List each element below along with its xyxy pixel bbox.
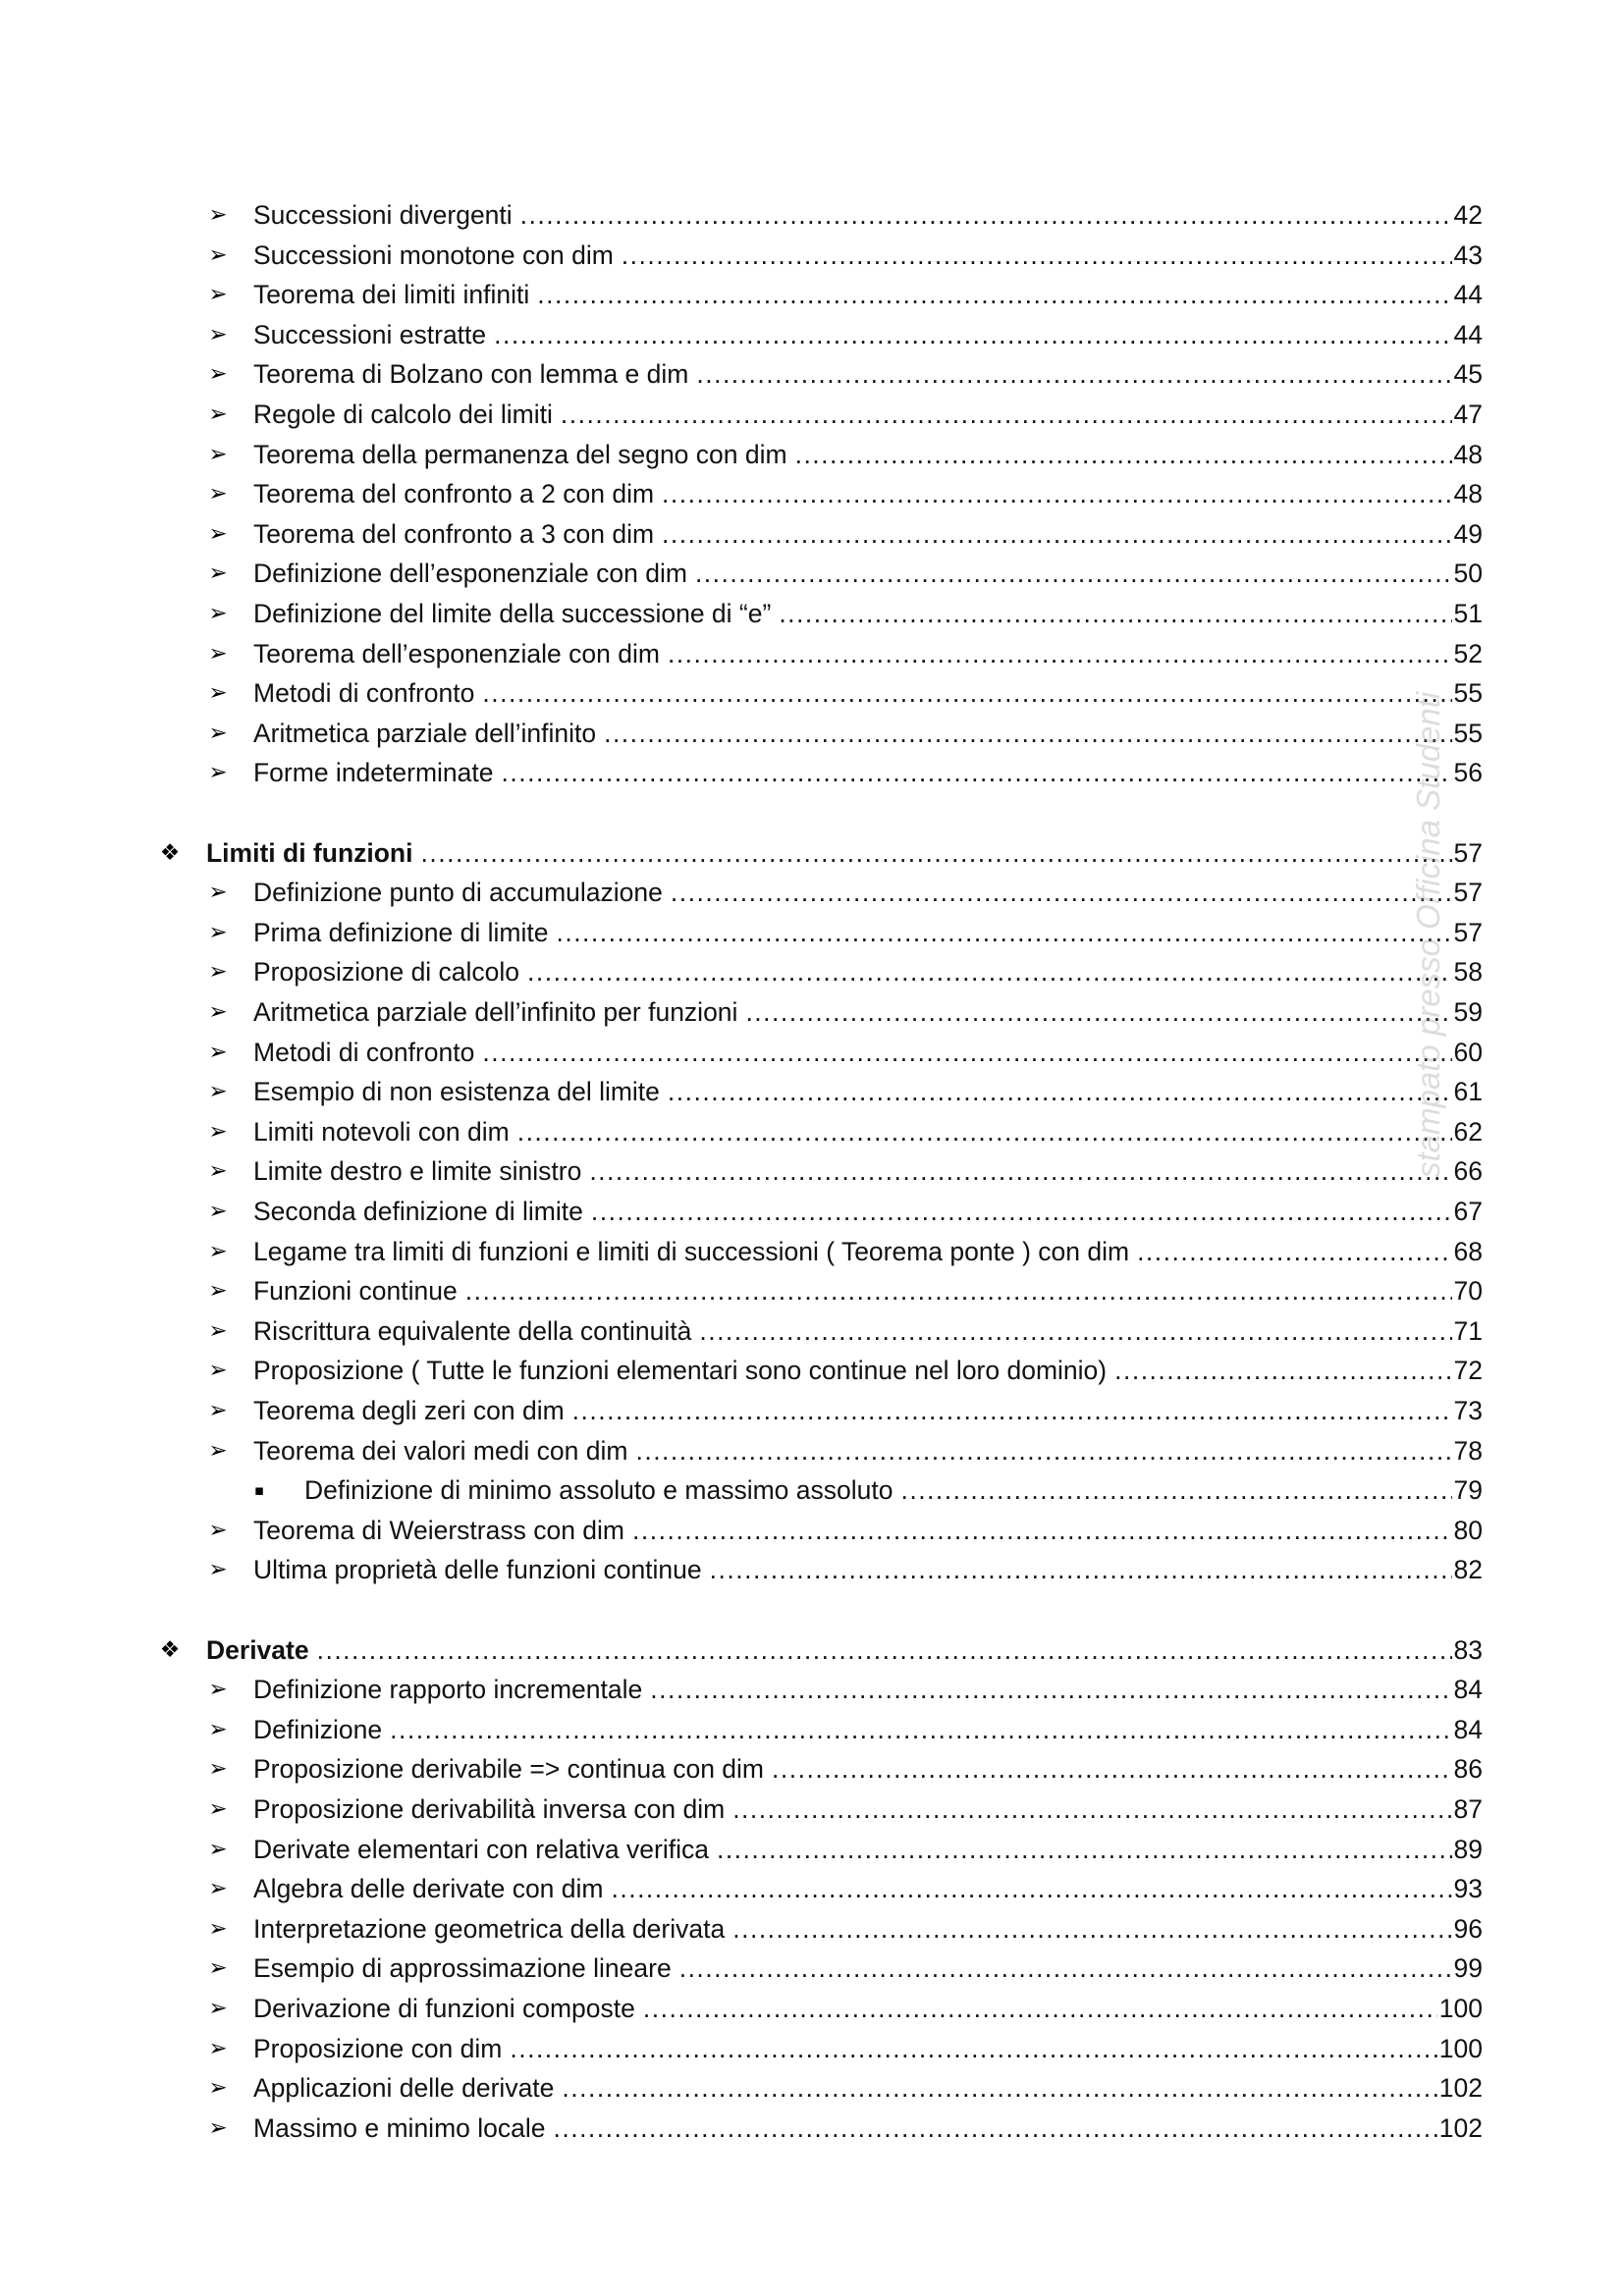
toc-item [202,1550,1483,1589]
toc-page-number: 102 [1438,2112,1483,2143]
dot-leader [650,1675,1451,1705]
toc-title: Teorema degli zeri con dim [253,1395,565,1425]
toc-page-number: 93 [1453,1873,1483,1903]
toc-item [202,913,1483,952]
toc-title: Proposizione derivabile => continua con dim [253,1753,765,1784]
dot-leader [632,1516,1452,1546]
toc-item [202,395,1483,434]
toc-title: Limite destro e limite sinistro [253,1155,582,1186]
toc-title: Proposizione derivabilità inversa con dim [253,1793,726,1824]
dot-leader [622,240,1452,271]
toc-title: Esempio di non esistenza del limite [253,1076,660,1106]
toc-title: Funzioni continue [253,1275,458,1306]
toc-page-number: 48 [1453,439,1483,469]
toc-page-number: 51 [1453,598,1483,628]
toc-item [202,873,1483,912]
dot-leader [668,1077,1452,1107]
dot-leader [671,878,1452,908]
toc-item [202,1271,1483,1310]
dot-leader [317,1635,1452,1666]
dot-leader [745,997,1451,1028]
toc-page-number: 67 [1453,1196,1483,1226]
arrow-bullet-icon: ➢ [208,1079,228,1104]
toc-title: Metodi di confronto [253,677,475,708]
dot-leader [561,400,1452,430]
arrow-bullet-icon: ➢ [208,361,228,387]
dot-leader [635,1436,1451,1467]
toc-title: Successioni monotone con dim [253,240,614,270]
dot-leader [643,1994,1437,2024]
toc-page-number: 48 [1453,478,1483,508]
arrow-bullet-icon: ➢ [208,880,228,905]
toc-title: Metodi di confronto [253,1037,475,1067]
dot-leader [591,1197,1452,1227]
dot-leader [772,1754,1452,1785]
arrow-bullet-icon: ➢ [208,1916,228,1942]
toc-title: Teorema dell’esponenziale con dim [253,638,660,668]
toc-title: Massimo e minimo locale [253,2112,546,2143]
toc-item [202,1151,1483,1191]
arrow-bullet-icon: ➢ [208,601,228,626]
toc-item [202,1351,1483,1390]
arrow-bullet-icon: ➢ [208,1996,228,2021]
dot-leader [482,1038,1451,1068]
toc-title: Definizione [253,1714,383,1744]
toc-page-number: 83 [1453,1634,1483,1665]
dot-leader [662,519,1451,550]
toc-title: Successioni divergenti [253,199,513,230]
dot-leader [1137,1237,1451,1267]
toc-item [202,1749,1483,1789]
toc-item [202,1830,1483,1869]
toc-page-number: 82 [1453,1554,1483,1584]
toc-item [202,2068,1483,2108]
dot-leader [795,440,1452,470]
arrow-bullet-icon: ➢ [208,202,228,228]
toc-page-number: 71 [1453,1315,1483,1346]
toc-page-number: 68 [1453,1236,1483,1266]
dot-leader [732,1794,1451,1825]
toc-page-number: 79 [1453,1474,1483,1505]
toc-page-number: 87 [1453,1793,1483,1824]
square-bullet-icon: ▪ [253,1481,265,1499]
arrow-bullet-icon: ➢ [208,1796,228,1822]
toc-title: Limiti notevoli con dim [253,1116,510,1147]
toc-page-number: 99 [1453,1952,1483,1983]
arrow-bullet-icon: ➢ [208,2115,228,2141]
toc-item [202,634,1483,673]
arrow-bullet-icon: ➢ [208,680,228,706]
arrow-bullet-icon: ➢ [208,1040,228,1065]
arrow-bullet-icon: ➢ [208,2036,228,2061]
toc-item [202,992,1483,1032]
dot-leader [699,1316,1451,1347]
toc-title: Ultima proprietà delle funzioni continue [253,1554,702,1584]
toc-title: Teorema del confronto a 2 con dim [253,478,655,508]
toc-title: Derivate [206,1634,309,1665]
toc-page-number: 50 [1453,558,1483,588]
toc-page-number: 57 [1453,877,1483,907]
dot-leader [556,918,1451,948]
dot-leader [520,200,1452,231]
toc-title: Proposizione di calcolo [253,956,520,987]
toc-title: Definizione del limite della successione di “e” [253,598,772,628]
toc-page-number: 84 [1453,1714,1483,1744]
arrow-bullet-icon: ➢ [208,2075,228,2101]
toc-item [202,1670,1483,1709]
toc-title: Teorema di Weierstrass con dim [253,1515,625,1545]
arrow-bullet-icon: ➢ [208,1158,228,1184]
toc-page-number: 66 [1453,1155,1483,1186]
toc-title: Teorema dei valori medi con dim [253,1435,628,1466]
arrow-bullet-icon: ➢ [208,1438,228,1464]
toc-item [202,1192,1483,1231]
dot-leader [710,1555,1452,1585]
toc-section [153,1630,1483,1670]
toc-page-number: 44 [1453,279,1483,309]
toc-item [202,1232,1483,1271]
diamond-bullet-icon: ❖ [159,840,181,866]
dot-leader [1114,1356,1451,1386]
toc-item [202,514,1483,554]
dot-leader [696,359,1451,390]
toc-title: Definizione rapporto incrementale [253,1674,643,1704]
toc-title: Aritmetica parziale dell’infinito [253,718,597,748]
arrow-bullet-icon: ➢ [208,999,228,1025]
toc-page-number: 45 [1453,358,1483,389]
toc-title: Forme indeterminate [253,757,494,787]
toc-title: Esempio di approssimazione lineare [253,1952,672,1983]
dot-leader [502,758,1452,788]
toc-title: Prima definizione di limite [253,917,549,947]
dot-leader [732,1914,1451,1945]
toc-page-number: 100 [1438,2033,1483,2063]
toc-title: Proposizione con dim [253,2033,503,2063]
arrow-bullet-icon: ➢ [208,521,228,547]
toc-item [202,435,1483,474]
toc-item [202,1311,1483,1351]
toc-item [202,1511,1483,1550]
toc-page-number: 42 [1453,199,1483,230]
toc-item [202,1949,1483,1988]
toc-page-number: 73 [1453,1395,1483,1425]
dot-leader [562,2073,1436,2104]
toc-title: Interpretazione geometrica della derivata [253,1913,726,1944]
arrow-bullet-icon: ➢ [208,721,228,746]
arrow-bullet-icon: ➢ [208,561,228,586]
toc-page-number: 86 [1453,1753,1483,1784]
toc-page-number: 43 [1453,240,1483,270]
toc-page-number: 89 [1453,1834,1483,1864]
arrow-bullet-icon: ➢ [208,1557,228,1582]
toc-title: Riscrittura equivalente della continuità [253,1315,692,1346]
arrow-bullet-icon: ➢ [208,1837,228,1862]
toc-item [202,1391,1483,1430]
arrow-bullet-icon: ➢ [208,1278,228,1304]
toc-title: Limiti di funzioni [206,837,413,868]
toc-page-number: 44 [1453,319,1483,349]
toc-title: Derivazione di funzioni composte [253,1993,635,2023]
toc-page-number: 62 [1453,1116,1483,1147]
toc-page-number: 78 [1453,1435,1483,1466]
toc-title: Definizione di minimo assoluto e massimo assoluto [304,1474,893,1505]
toc-page-number: 52 [1453,638,1483,668]
toc-item [202,1072,1483,1111]
toc-subitem [249,1470,1483,1510]
arrow-bullet-icon: ➢ [208,322,228,347]
dot-leader [494,320,1451,350]
toc-item [202,1033,1483,1072]
toc-item [202,714,1483,753]
dot-leader [900,1475,1451,1506]
toc-page-number: 55 [1453,677,1483,708]
diamond-bullet-icon: ❖ [159,1637,181,1663]
dot-leader [668,639,1452,669]
toc-page-number: 84 [1453,1674,1483,1704]
toc-page-number: 56 [1453,757,1483,787]
arrow-bullet-icon: ➢ [208,1518,228,1543]
toc-title: Teorema del confronto a 3 con dim [253,518,655,549]
toc-item [202,195,1483,235]
arrow-bullet-icon: ➢ [208,1955,228,1981]
dot-leader [679,1953,1452,1984]
toc-page-number: 72 [1453,1355,1483,1385]
dot-leader [390,1715,1451,1745]
arrow-bullet-icon: ➢ [208,1318,228,1344]
toc-item [202,1431,1483,1470]
arrow-bullet-icon: ➢ [208,1756,228,1782]
toc-title: Successioni estratte [253,319,487,349]
arrow-bullet-icon: ➢ [208,242,228,268]
dot-leader [510,2034,1436,2064]
toc-item [202,1710,1483,1749]
toc-item [202,753,1483,792]
toc-page-number: 80 [1453,1515,1483,1545]
toc-item [202,1789,1483,1829]
arrow-bullet-icon: ➢ [208,442,228,467]
toc-item [202,1112,1483,1151]
toc-item [202,474,1483,513]
toc-page-number: 49 [1453,518,1483,549]
toc-page-number: 102 [1438,2072,1483,2103]
arrow-bullet-icon: ➢ [208,920,228,945]
dot-leader [572,1396,1452,1426]
dot-leader [589,1156,1451,1187]
toc-item [202,952,1483,991]
toc-item [202,1869,1483,1908]
dot-leader [695,559,1452,589]
toc-title: Derivate elementari con relativa verifica [253,1834,709,1864]
toc-item [202,673,1483,713]
dot-leader [717,1835,1452,1865]
toc-page-number: 47 [1453,399,1483,429]
toc-title: Seconda definizione di limite [253,1196,583,1226]
arrow-bullet-icon: ➢ [208,760,228,785]
toc-item [202,354,1483,394]
dot-leader [517,1117,1452,1148]
toc-section [153,833,1483,873]
arrow-bullet-icon: ➢ [208,1239,228,1264]
toc-title: Teorema della permanenza del segno con dim [253,439,787,469]
toc-page-number: 58 [1453,956,1483,987]
dot-leader [779,599,1451,629]
dot-leader [527,957,1451,988]
toc-item [202,554,1483,593]
toc-item [202,1989,1483,2028]
dot-leader [553,2113,1436,2144]
toc-page-number: 55 [1453,718,1483,748]
arrow-bullet-icon: ➢ [208,1358,228,1383]
watermark: stampato presso Officina Studenti [1410,691,1446,1178]
toc-item [202,236,1483,275]
dot-leader [662,479,1451,509]
arrow-bullet-icon: ➢ [208,641,228,667]
arrow-bullet-icon: ➢ [208,1199,228,1224]
toc-page-number: 60 [1453,1037,1483,1067]
toc-page-number: 57 [1453,837,1483,868]
toc-title: Aritmetica parziale dell’infinito per funzioni [253,996,738,1027]
toc-item [202,275,1483,314]
toc-title: Algebra delle derivate con dim [253,1873,604,1903]
arrow-bullet-icon: ➢ [208,959,228,985]
toc-item [202,2029,1483,2068]
toc-title: Proposizione ( Tutte le funzioni elementari sono continue nel loro dominio) [253,1355,1108,1385]
arrow-bullet-icon: ➢ [208,1119,228,1145]
toc-title: Applicazioni delle derivate [253,2072,555,2103]
arrow-bullet-icon: ➢ [208,1398,228,1423]
toc-title: Legame tra limiti di funzioni e limiti di successioni ( Teorema ponte ) con dim [253,1236,1130,1266]
dot-leader [604,719,1451,749]
toc-page-number: 61 [1453,1076,1483,1106]
arrow-bullet-icon: ➢ [208,1876,228,1901]
toc-item [202,315,1483,354]
toc-title: Definizione punto di accumulazione [253,877,663,907]
toc-title: Regole di calcolo dei limiti [253,399,553,429]
dot-leader [611,1874,1451,1904]
arrow-bullet-icon: ➢ [208,481,228,507]
toc-page-number: 57 [1453,917,1483,947]
arrow-bullet-icon: ➢ [208,401,228,427]
dot-leader [537,280,1451,310]
toc-title: Definizione dell’esponenziale con dim [253,558,687,588]
toc-item [202,594,1483,633]
toc-page-number: 70 [1453,1275,1483,1306]
arrow-bullet-icon: ➢ [208,1677,228,1702]
toc-title: Teorema di Bolzano con lemma e dim [253,358,689,389]
toc-item [202,2109,1483,2148]
dot-leader [482,678,1451,709]
toc-page-number: 96 [1453,1913,1483,1944]
dot-leader [421,838,1452,869]
toc-page-number: 59 [1453,996,1483,1027]
arrow-bullet-icon: ➢ [208,282,228,307]
arrow-bullet-icon: ➢ [208,1717,228,1742]
toc-item [202,1909,1483,1949]
toc-page-number: 100 [1438,1993,1483,2023]
dot-leader [465,1276,1452,1307]
toc-title: Teorema dei limiti infiniti [253,279,530,309]
